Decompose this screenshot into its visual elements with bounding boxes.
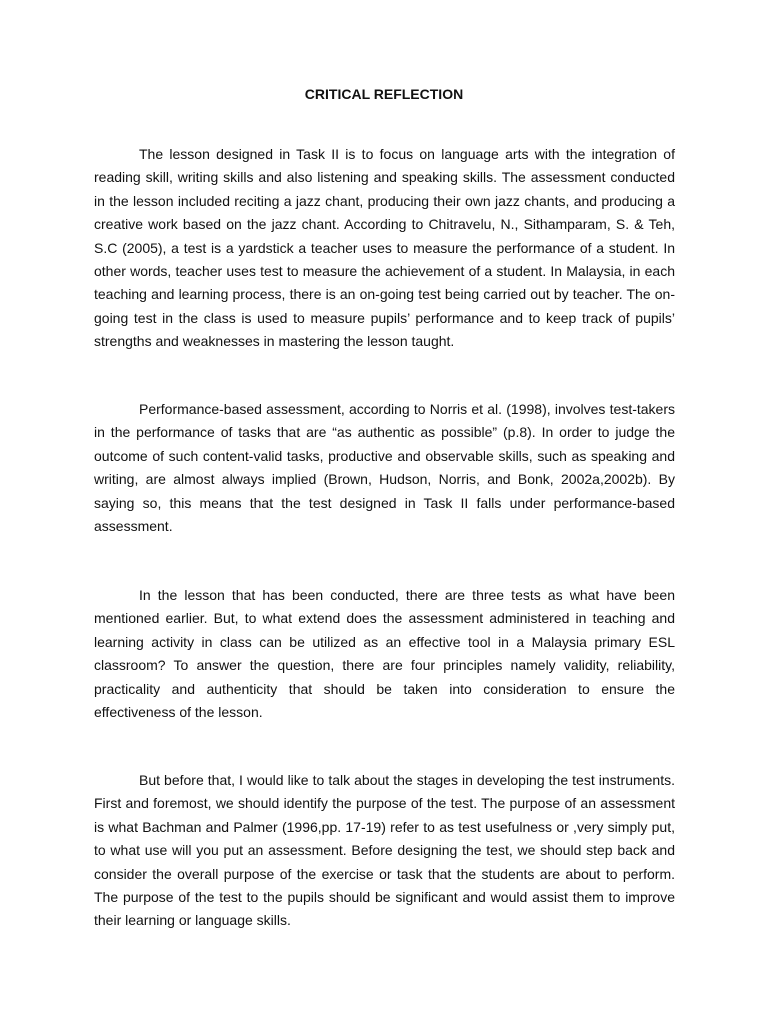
paragraph-4: But before that, I would like to talk about the stages in developing the test instruments. First and foremost, we should identify the purpose of the test. The purpose of an assessment is what Bachman and Palmer (1996,pp. 17-19) refer to as test usefulness or ,very simply put, to what use will you put an assessment. Before designing the test, we should step back and consider the overall purpose of the exercise or task that the students are about to perform. The purpose of the test to the pupils should be significant and would assist them to improve their learning or language skills. xyxy=(94,772,675,929)
paragraph-1: The lesson designed in Task II is to focus on language arts with the integration of reading skill, writing skills and also listening and speaking skills. The assessment conducted in the lesson included reciting a jazz chant, producing their own jazz chants, and producing a creative work based on the jazz chant. According to Chitravelu, N., Sithamparam, S. & Teh, S.C (2005), a test is a yardstick a teacher uses to measure the performance of a student. In other words, teacher uses test to measure the achievement of a student. In Malaysia, in each teaching and learning process, there is an on-going test being carried out by teacher. The on-going test in the class is used to measure pupils’ performance and to keep track of pupils’ strengths and weaknesses in mastering the lesson taught. xyxy=(94,146,675,350)
paragraph-3: In the lesson that has been conducted, there are three tests as what have been mentioned earlier. But, to what extend does the assessment administered in teaching and learning activity in class can be utilized as an effective tool in a Malaysia primary ESL classroom? To answer the question, there are four principles namely validity, reliability, practicality and authenticity that should be taken into consideration to ensure the effectiveness of the lesson. xyxy=(94,587,675,721)
page-title: CRITICAL REFLECTION xyxy=(304,86,464,102)
paragraph-2: Performance-based assessment, according to Norris et al. (1998), involves test-takers in the performance of tasks that are “as authentic as possible” (p.8). In order to judge the outcome of such content-valid tasks, productive and observable skills, such as speaking and writing, are almost always implied (Brown, Hudson, Norris, and Bonk, 2002a,2002b). By saying so, this means that the test designed in Task II falls under performance-based assessment. xyxy=(94,401,675,535)
